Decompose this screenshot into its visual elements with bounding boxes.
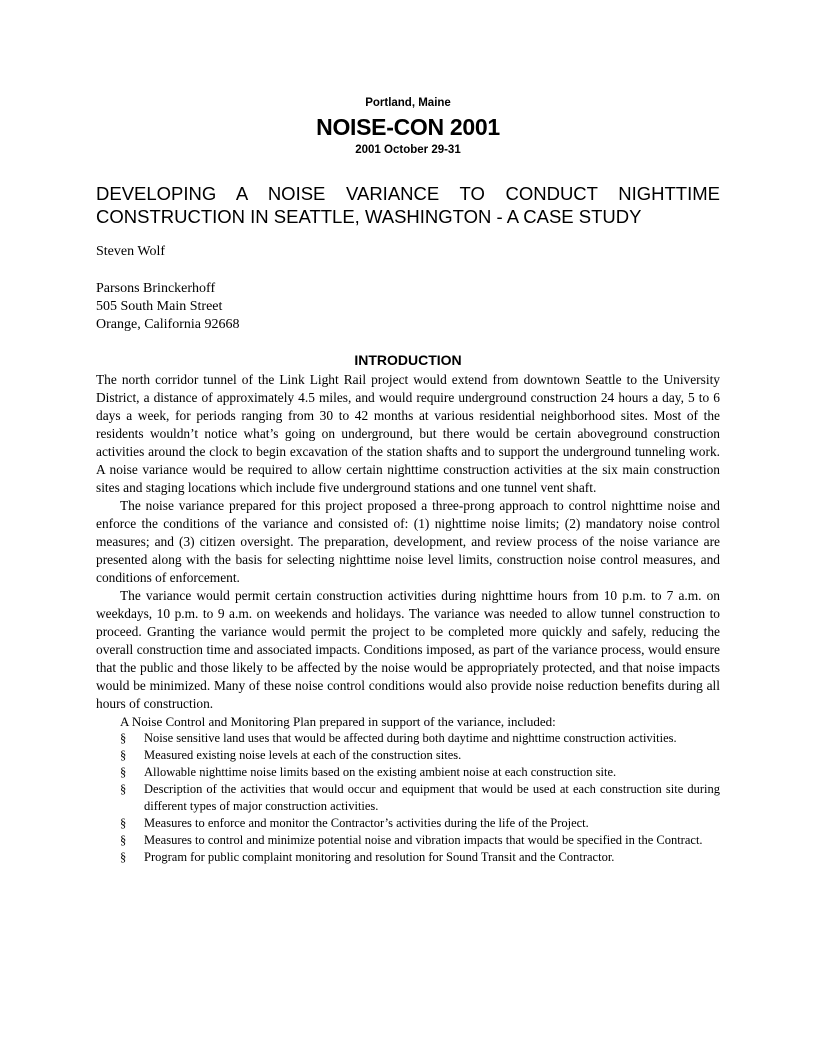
list-item-text: Measures to control and minimize potential noise and vibration impacts that would be specified in the Contract.: [144, 833, 703, 847]
paragraph: The north corridor tunnel of the Link Light Rail project would extend from downtown Seattle to the University District, a distance of approximately 4.5 miles, and would require underground construction 24 hours a day, 5 to 6 days a week, for periods ranging from 30 to 42 months at various residential neighborhood sites. Most of the residents wouldn’t notice what’s going on underground, but there would be certain aboveground construction activities around the clock to begin excavation of the station shafts and to support the underground tunneling work. A noise variance would be required to allow certain nighttime construction activities at the six main construction sites and staging locations which include five underground stations and one tunnel vent shaft.: [96, 372, 720, 495]
section-sign-bullet: §: [120, 833, 127, 847]
list-item-text: Measured existing noise levels at each of the construction sites.: [144, 748, 462, 762]
paper-title: DEVELOPING A NOISE VARIANCE TO CONDUCT NIGHTTIME CONSTRUCTION IN SEATTLE, WASHINGTON - A CASE STUDY: [96, 183, 720, 227]
list-item: [120, 747, 720, 764]
list-item: [120, 764, 720, 781]
conference-dates: 2001 October 29-31: [355, 144, 461, 156]
introduction-body: [96, 371, 720, 866]
section-sign-bullet: §: [120, 748, 127, 762]
paragraph: The variance would permit certain construction activities during nighttime hours from 10 p.m. to 7 a.m. on weekdays, 10 p.m. to 9 a.m. on weekends and holidays. The variance was needed to allow tunnel construction to proceed. Granting the variance would permit the project to be completed more quickly and safely, reducing the overall construction time and associated impacts. Conditions imposed, as part of the variance process, would ensure that the public and those likely to be affected by the noise would be appropriately protected, and that noise impacts would be minimized. Many of these noise control conditions would also provide noise reduction benefits during all hours of construction.: [96, 588, 720, 711]
section-sign-bullet: §: [120, 816, 127, 830]
conference-name: NOISE-CON 2001: [316, 114, 500, 140]
list-intro: A Noise Control and Monitoring Plan prepared in support of the variance, included:: [120, 714, 556, 729]
section-heading-introduction: INTRODUCTION: [354, 352, 462, 368]
bullet-list: [96, 730, 720, 866]
paragraph: The noise variance prepared for this project proposed a three-prong approach to control nighttime noise and enforce the conditions of the variance and consisted of: (1) nighttime noise limits; (2) mandatory noise control measures; and (3) citizen oversight. The preparation, development, and review process of the noise variance are presented along with the basis for selecting nighttime noise level limits, construction noise control measures, and conditions of enforcement.: [96, 498, 720, 585]
affiliation-organization: Parsons Brinckerhoff: [96, 281, 216, 296]
list-item-text: Measures to enforce and monitor the Contractor’s activities during the life of the Project.: [144, 816, 589, 830]
section-sign-bullet: §: [120, 731, 127, 745]
author-name: Steven Wolf: [96, 244, 165, 259]
affiliation-street: 505 South Main Street: [96, 299, 223, 314]
list-item: [120, 730, 720, 747]
list-item-text: Program for public complaint monitoring and resolution for Sound Transit and the Contractor.: [144, 850, 615, 864]
list-item: [120, 849, 720, 866]
conference-location: Portland, Maine: [365, 97, 451, 109]
list-item-text: Allowable nighttime noise limits based on the existing ambient noise at each construction site.: [144, 765, 617, 779]
list-item: [120, 815, 720, 832]
list-item: [120, 781, 720, 815]
section-sign-bullet: §: [120, 782, 127, 796]
list-item-text: Noise sensitive land uses that would be affected during both daytime and nighttime construction activities.: [144, 731, 677, 745]
author-affiliation: [96, 280, 239, 334]
section-sign-bullet: §: [120, 765, 127, 779]
list-item: [120, 832, 720, 849]
list-item-text: Description of the activities that would occur and equipment that would be used at each construction site during different types of major construction activities.: [144, 782, 720, 813]
section-sign-bullet: §: [120, 850, 127, 864]
affiliation-city: Orange, California 92668: [96, 317, 240, 332]
